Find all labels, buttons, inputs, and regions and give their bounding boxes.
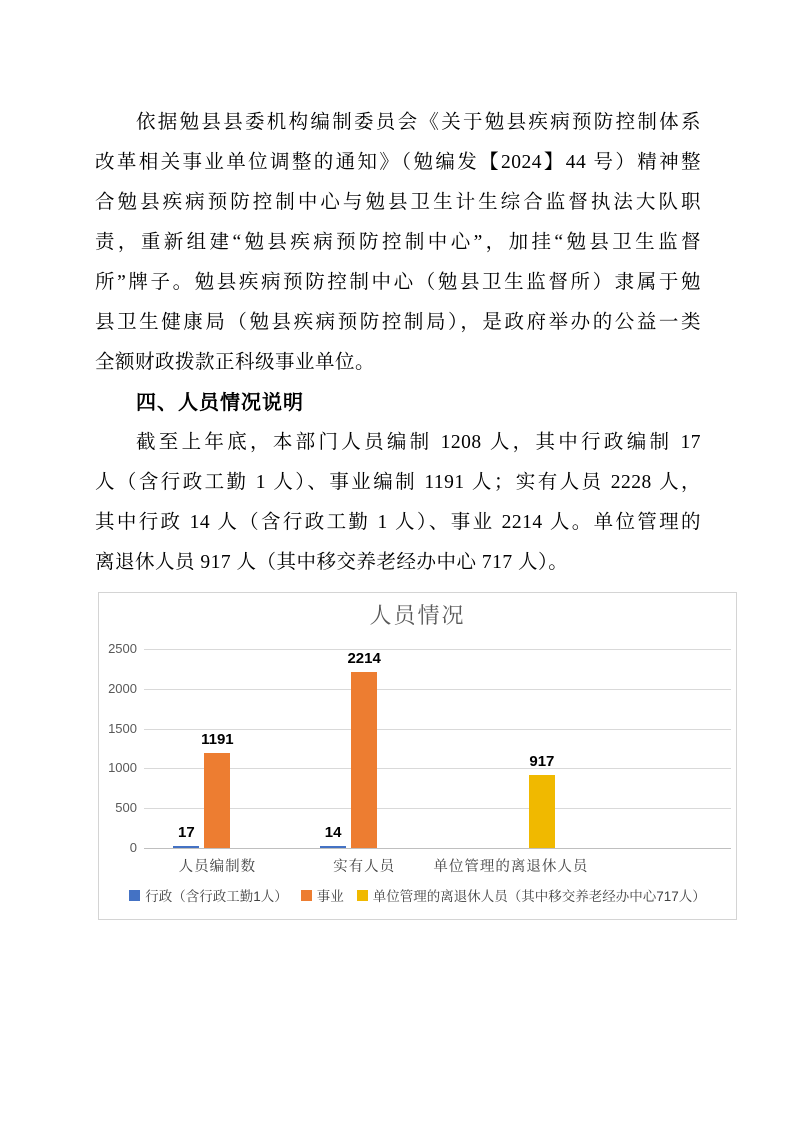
gridline bbox=[144, 649, 731, 650]
chart-title: 人员情况 bbox=[369, 603, 466, 628]
body-line: 责，重新组建“勉县疾病预防控制中心”，加挂“勉县卫生监督 bbox=[95, 232, 701, 253]
body-line: 改革相关事业单位调整的通知》（勉编发【2024】44 号）精神整 bbox=[95, 152, 701, 173]
x-axis-category-label: 实有人员 bbox=[333, 859, 396, 875]
legend-swatch-icon bbox=[357, 890, 368, 901]
body-line: 其中行政 14 人（含行政工勤 1 人）、事业 2214 人。单位管理的 bbox=[95, 512, 701, 533]
body-line: 全额财政拨款正科级事业单位。 bbox=[95, 352, 376, 373]
y-axis-tick-label: 500 bbox=[115, 800, 137, 816]
legend-swatch-icon bbox=[301, 890, 312, 901]
x-axis-line bbox=[144, 848, 731, 849]
legend-label: 事业 bbox=[316, 889, 344, 904]
legend-item bbox=[357, 885, 706, 905]
body-text bbox=[95, 103, 701, 583]
x-axis-category-label: 人员编制数 bbox=[178, 859, 257, 875]
y-axis-tick-label: 1500 bbox=[108, 720, 137, 736]
legend-label: 行政（含行政工勤1人） bbox=[145, 889, 288, 904]
bar-value-label: 2214 bbox=[347, 649, 381, 667]
bar-series2-cat1 bbox=[204, 753, 230, 848]
personnel-chart[interactable] bbox=[98, 592, 737, 920]
body-line: 所”牌子。勉县疾病预防控制中心（勉县卫生监督所）隶属于勉 bbox=[95, 272, 701, 293]
bar-series1-cat2 bbox=[320, 846, 346, 848]
body-line: 依据勉县县委机构编制委员会《关于勉县疾病预防控制体系 bbox=[136, 112, 701, 133]
bar-value-label: 14 bbox=[324, 824, 342, 841]
bar-series2-cat2 bbox=[351, 672, 377, 848]
bar-value-label: 17 bbox=[178, 824, 195, 841]
y-axis-tick-label: 2500 bbox=[108, 641, 137, 656]
body-line: 人（含行政工勤 1 人）、事业编制 1191 人；实有人员 2228 人， bbox=[95, 472, 701, 493]
body-line: 县卫生健康局（勉县疾病预防控制局），是政府举办的公益一类 bbox=[95, 312, 701, 333]
bar-series3-cat3 bbox=[529, 775, 555, 848]
body-line: 离退休人员 917 人（其中移交养老经办中心 717 人）。 bbox=[95, 552, 569, 573]
legend-swatch-icon bbox=[129, 890, 140, 901]
chart-legend bbox=[99, 885, 736, 905]
legend-item bbox=[301, 885, 344, 905]
bar-value-label: 1191 bbox=[201, 731, 234, 749]
body-line: 截至上年底，本部门人员编制 1208 人，其中行政编制 17 bbox=[136, 432, 701, 453]
body-line: 合勉县疾病预防控制中心与勉县卫生计生综合监督执法大队职 bbox=[95, 192, 701, 213]
bar-value-label: 917 bbox=[529, 753, 555, 770]
gridline bbox=[144, 808, 731, 809]
gridline bbox=[144, 768, 731, 769]
gridline bbox=[144, 689, 731, 690]
x-axis-category-label: 单位管理的离退休人员 bbox=[433, 859, 589, 875]
bar-series1-cat1 bbox=[173, 846, 199, 848]
section-heading: 四、人员情况说明 bbox=[136, 392, 304, 414]
y-axis-tick-label: 0 bbox=[129, 840, 137, 855]
y-axis-tick-label: 2000 bbox=[108, 680, 137, 696]
legend-label: 单位管理的离退休人员（其中移交养老经办中心717人） bbox=[372, 889, 706, 904]
legend-item bbox=[129, 885, 288, 905]
y-axis-tick-label: 1000 bbox=[108, 760, 137, 776]
